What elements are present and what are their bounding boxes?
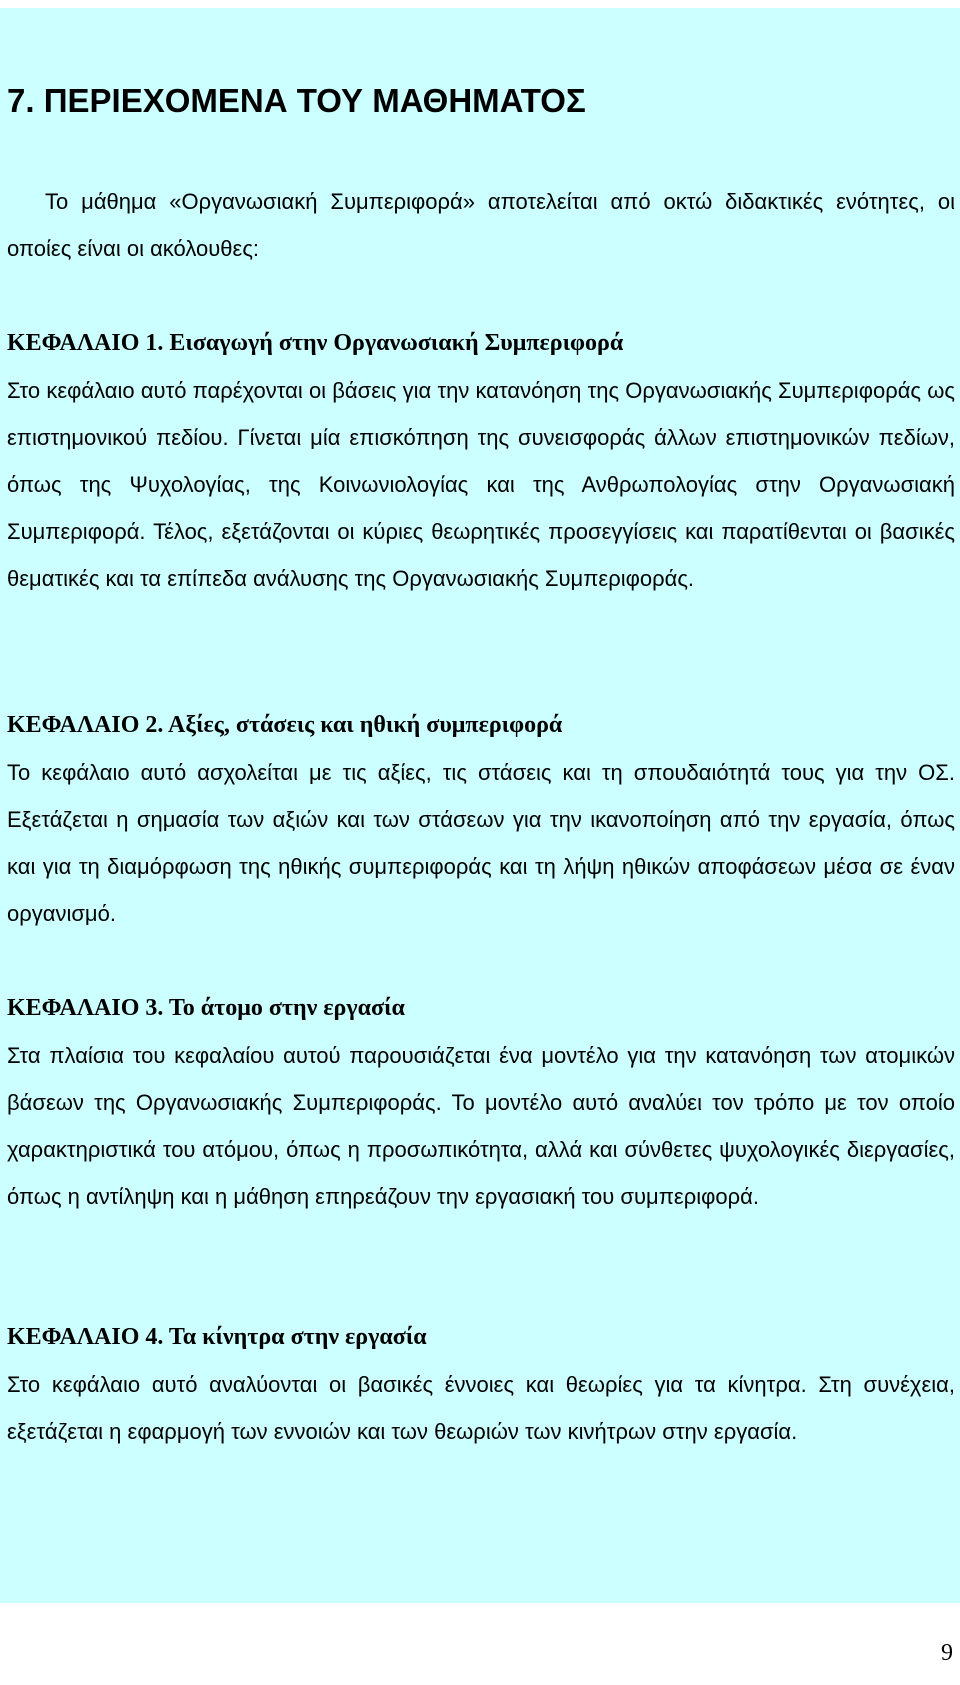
chapter-2-title: ΚΕΦΑΛΑΙΟ 2. Αξίες, στάσεις και ηθική συμπεριφορά <box>7 712 563 738</box>
chapter-1-body: Στο κεφάλαιο αυτό παρέχονται οι βάσεις για την κατανόηση της Οργανωσιακής Συμπεριφοράς ως επιστημονικού πεδίου. Γίνεται μία επισκόπηση της συνεισφοράς άλλων επιστημονικών πεδίων, όπως της Ψυχολογίας, της Κοινωνιολογίας και της Ανθρωπολογίας στην Οργανωσιακή Συμπεριφορά. Τέλος, εξετάζονται οι κύριες θεωρητικές προσεγγίσεις και παρατίθενται οι βασικές θεματικές και τα επίπεδα ανάλυσης της Οργανωσιακής Συμπεριφοράς. <box>7 378 955 591</box>
chapter-3-title: ΚΕΦΑΛΑΙΟ 3. Το άτομο στην εργασία <box>7 995 405 1021</box>
section-heading: 7. ΠΕΡΙΕΧΟΜΕΝΑ ΤΟΥ ΜΑΘΗΜΑΤΟΣ <box>7 82 586 119</box>
document-page <box>0 8 960 1603</box>
intro-paragraph: Το μάθημα «Οργανωσιακή Συμπεριφορά» αποτελείται από οκτώ διδακτικές ενότητες, οι οποίες είναι οι ακόλουθες: <box>7 189 955 261</box>
chapter-2-body: Το κεφάλαιο αυτό ασχολείται με τις αξίες, τις στάσεις και τη σπουδαιότητά τους για την ΟΣ. Εξετάζεται η σημασία των αξιών και των στάσεων για την ικανοποίηση από την εργασία, όπως και για τη διαμόρφωση της ηθικής συμπεριφοράς και τη λήψη ηθικών αποφάσεων μέσα σε έναν οργανισμό. <box>7 760 955 926</box>
chapter-3-body: Στα πλαίσια του κεφαλαίου αυτού παρουσιάζεται ένα μοντέλο για την κατανόηση των ατομικών βάσεων της Οργανωσιακής Συμπεριφοράς. Το μοντέλο αυτό αναλύει τον τρόπο με τον οποίο χαρακτηριστικά του ατόμου, όπως η προσωπικότητα, αλλά και σύνθετες ψυχολογικές διεργασίες, όπως η αντίληψη και η μάθηση επηρεάζουν την εργασιακή του συμπεριφορά. <box>7 1043 955 1209</box>
page-number: 9 <box>941 1640 953 1666</box>
chapter-1 <box>7 320 955 602</box>
chapter-2 <box>7 702 955 937</box>
chapter-1-title: ΚΕΦΑΛΑΙΟ 1. Εισαγωγή στην Οργανωσιακή Συμπεριφορά <box>7 330 624 356</box>
chapter-4 <box>7 1314 955 1455</box>
chapter-4-body: Στο κεφάλαιο αυτό αναλύονται οι βασικές έννοιες και θεωρίες για τα κίνητρα. Στη συνέχεια, εξετάζεται η εφαρμογή των εννοιών και των θεωριών των κινήτρων στην εργασία. <box>7 1372 955 1444</box>
chapter-3 <box>7 985 955 1220</box>
chapter-4-title: ΚΕΦΑΛΑΙΟ 4. Τα κίνητρα στην εργασία <box>7 1324 427 1350</box>
